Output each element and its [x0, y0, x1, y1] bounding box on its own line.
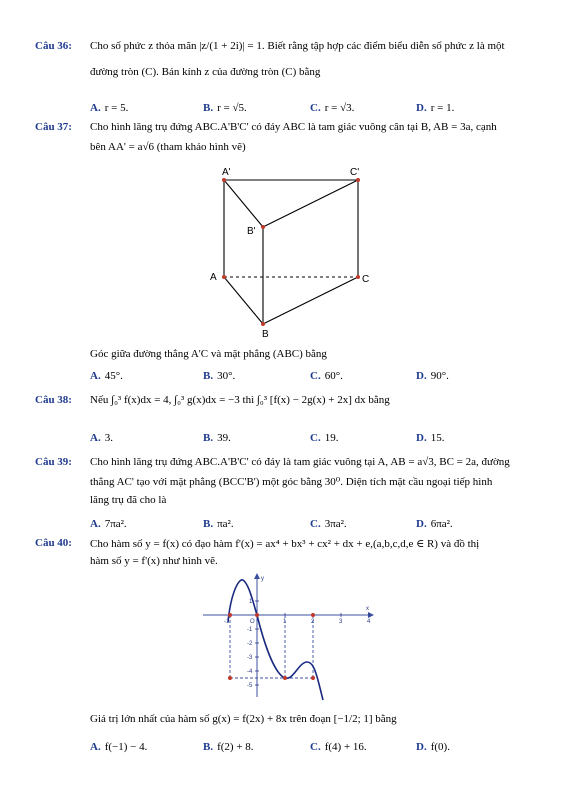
vertex-label-c: C — [362, 274, 370, 285]
y-tick: -3 — [247, 655, 253, 661]
option-b: B. 39. — [203, 432, 231, 444]
question-text-line: đường tròn (C). Bán kính z của đường tròn (C) bằng — [90, 66, 321, 78]
question-label: Câu 40: — [35, 537, 72, 549]
question-text-line: bên AA' = a√6 (tham khảo hình vẽ) — [90, 141, 246, 153]
y-tick: -2 — [247, 641, 253, 647]
x-tick: -1 — [224, 619, 230, 625]
x-tick: 2 — [311, 619, 315, 625]
option-b: B. r = √5. — [203, 102, 247, 114]
option-b: B. f(2) + 8. — [203, 741, 254, 753]
question-text-line: Giá trị lớn nhất của hàm số g(x) = f(2x) + 8x trên đoạn [−1/2; 1] bằng — [90, 713, 397, 725]
option-d: D. r = 1. — [416, 102, 455, 114]
option-c: C. r = √3. — [310, 102, 355, 114]
axis-label-y: y — [261, 576, 264, 582]
option-a: A. 3. — [90, 432, 113, 444]
vertex-label-b: B — [262, 329, 269, 340]
question-label: Câu 37: — [35, 121, 72, 133]
x-tick: 3 — [339, 619, 343, 625]
option-c: C. 19. — [310, 432, 339, 444]
vertex-label-a: A — [210, 272, 217, 283]
option-d: D. f(0). — [416, 741, 450, 753]
option-a: A. r = 5. — [90, 102, 129, 114]
question-text-line: Cho hình lăng trụ đứng ABC.A'B'C' có đáy ABC là tam giác vuông cân tại B, AB = 3a, cạnh — [90, 121, 497, 133]
vertex-label-c1: C' — [350, 167, 360, 178]
option-b: B. 30°. — [203, 370, 236, 382]
option-a: A. 45°. — [90, 370, 123, 382]
y-tick: 1 — [249, 599, 253, 605]
option-d: D. 15. — [416, 432, 445, 444]
option-b: B. πa². — [203, 518, 234, 530]
question-label: Câu 38: — [35, 394, 72, 406]
option-c: C. 60°. — [310, 370, 343, 382]
origin-label: O — [250, 619, 255, 625]
axis-label-x: x — [366, 606, 369, 612]
option-a: A. 7πa². — [90, 518, 127, 530]
option-c: C. f(4) + 16. — [310, 741, 367, 753]
question-text-line: Nếu ∫₀³ f(x)dx = 4, ∫₀³ g(x)dx = −3 thì ∫₀³ [f(x) − 2g(x) + 2x] dx bằng — [90, 394, 390, 406]
vertex-label-a1: A' — [222, 167, 231, 178]
question-text-line: lăng trụ đã cho là — [90, 494, 167, 506]
option-d: D. 90°. — [416, 370, 449, 382]
curve — [228, 580, 323, 700]
question-text-line: Cho số phức z thỏa mãn |z/(1 + 2i)| = 1. Biết rằng tập hợp các điểm biểu diễn số phức z là một — [90, 40, 505, 52]
question-label: Câu 36: — [35, 40, 72, 52]
question-label: Câu 39: — [35, 456, 72, 468]
question-text-line: Góc giữa đường thẳng A'C và mặt phẳng (ABC) bằng — [90, 348, 327, 360]
option-a: A. f(−1) − 4. — [90, 741, 148, 753]
question-text-line: Cho hình lăng trụ đứng ABC.A'B'C' có đáy là tam giác vuông tại A, AB = a√3, BC = 2a, đường — [90, 456, 510, 468]
question-text-line: Cho hàm số y = f(x) có đạo hàm f'(x) = ax⁴ + bx³ + cx² + dx + e,(a,b,c,d,e ∈ R) và đồ thị — [90, 538, 480, 550]
question-text-line: hàm số y = f'(x) như hình vẽ. — [90, 555, 218, 567]
vertex-label-b1: B' — [247, 226, 256, 237]
question-text-line: thẳng AC' tạo với mặt phẳng (BCC'B') một góc bằng 30⁰. Diện tích mặt cầu ngoại tiếp hình — [90, 476, 493, 488]
x-tick: 4 — [367, 619, 371, 625]
option-c: C. 3πa². — [310, 518, 347, 530]
derivative-graph — [195, 572, 395, 702]
prism-figure — [200, 160, 380, 340]
y-tick: -5 — [247, 683, 253, 689]
option-d: D. 6πa². — [416, 518, 453, 530]
x-tick: 1 — [283, 619, 287, 625]
y-tick: -4 — [247, 669, 253, 675]
y-tick: -1 — [247, 627, 253, 633]
